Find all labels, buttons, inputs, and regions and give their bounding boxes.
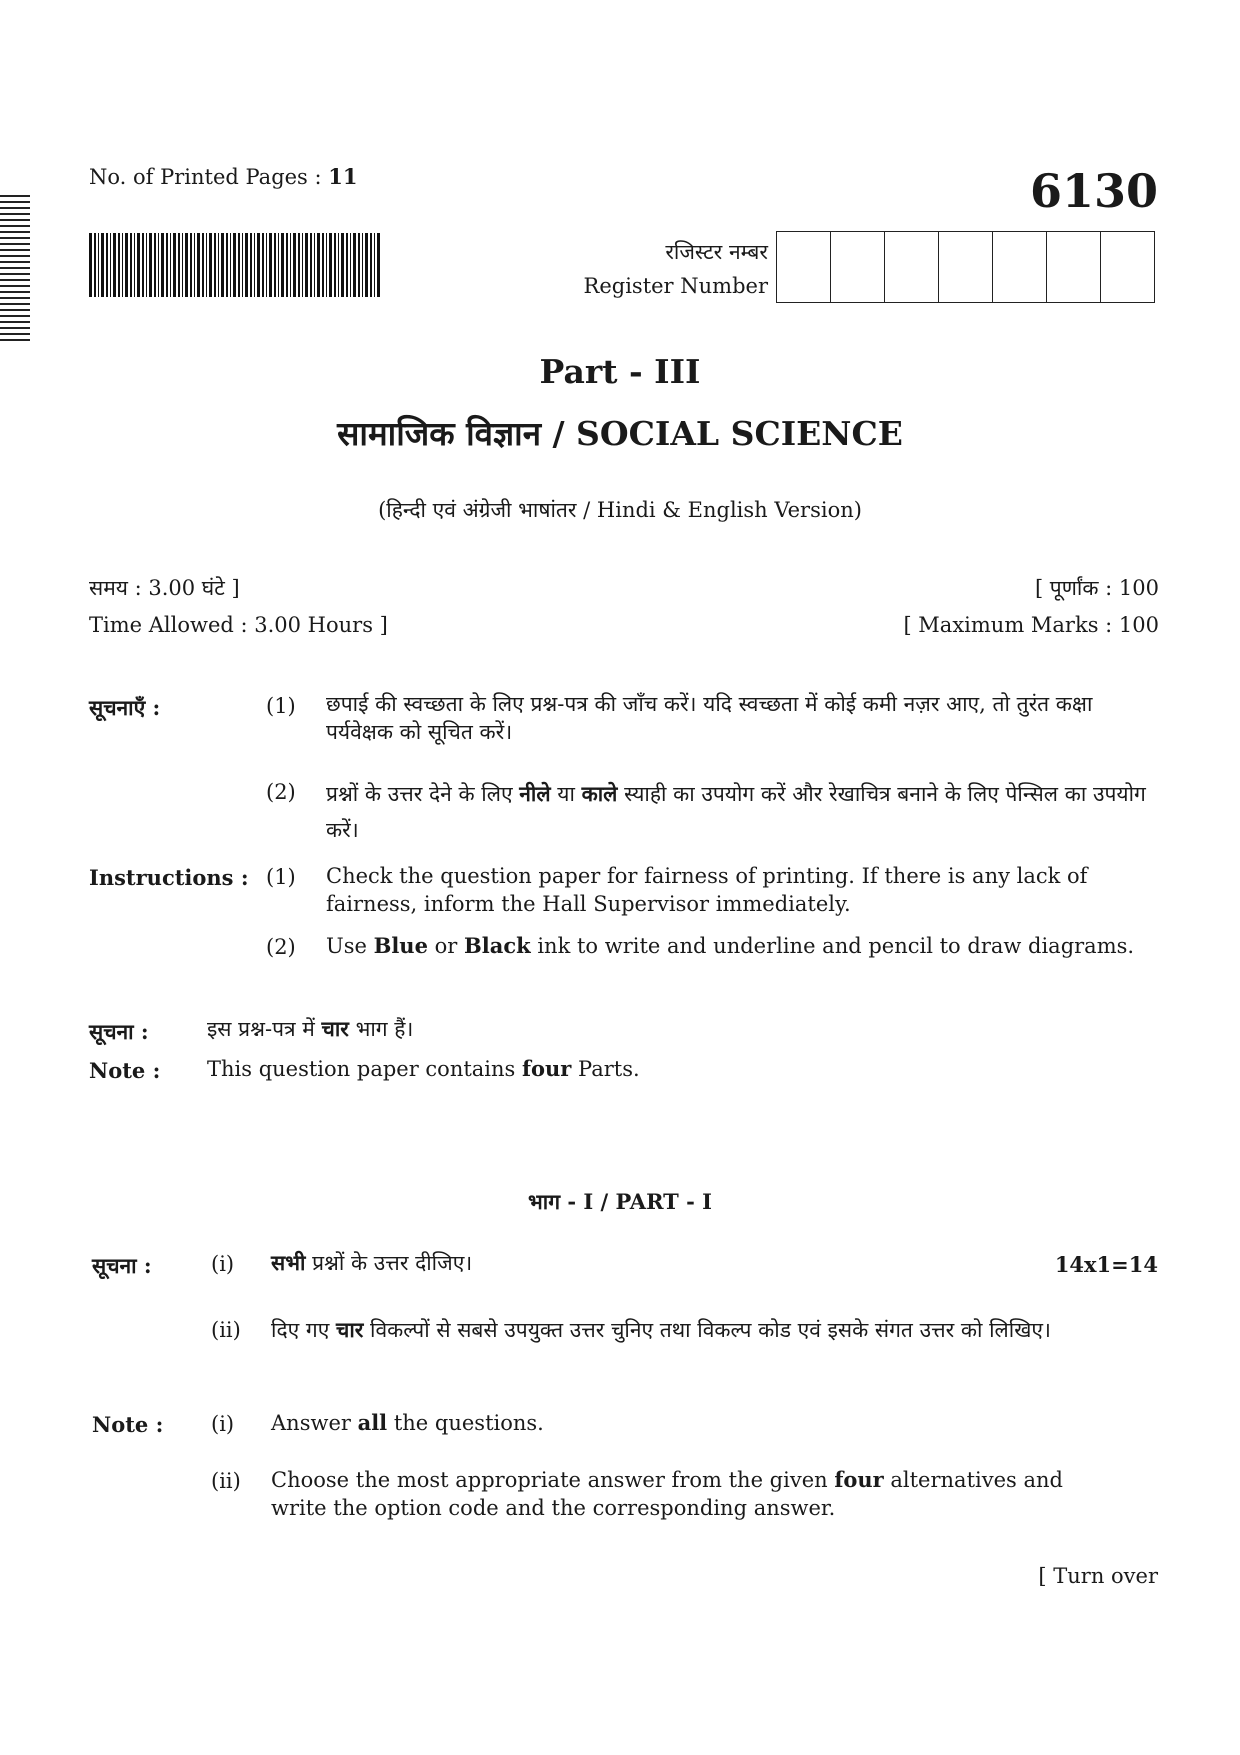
register-digit-box[interactable] [1047, 232, 1101, 302]
register-label-english: Register Number [583, 274, 768, 298]
register-digit-box[interactable] [993, 232, 1047, 302]
barcode-bar [334, 233, 336, 297]
barcode-bar [346, 233, 348, 297]
barcode [89, 233, 385, 297]
barcode-bar [89, 233, 92, 297]
instructions-label-hindi: सूचनाएँ : [89, 695, 161, 720]
part-1-number: (ii) [211, 1469, 241, 1493]
barcode-bar [290, 233, 291, 297]
barcode-bar [142, 233, 144, 297]
barcode-bar [118, 233, 120, 297]
barcode-bar [166, 233, 168, 297]
barcode-bar [106, 233, 108, 297]
barcode-bar [110, 233, 111, 297]
version-note: (हिन्दी एवं अंग्रेजी भाषांतर / Hindi & English Version) [378, 498, 862, 522]
barcode-bar [238, 233, 240, 297]
barcode-bar [278, 233, 279, 297]
part-1-label-english: Note : [92, 1412, 164, 1437]
barcode-bar [341, 233, 344, 297]
register-digit-box[interactable] [939, 232, 993, 302]
barcode-bar [122, 233, 123, 297]
part-1-marks: 14x1=14 [1054, 1252, 1158, 1277]
barcode-bar [254, 233, 255, 297]
part-1-hindi-2: दिए गए चार विकल्पों से सबसे उपयुक्त उत्तर चुनिए तथा विकल्प कोड एवं इसके संगत उत्तर को लिखिए। [271, 1317, 1051, 1342]
paper-code: 6130 [1029, 164, 1158, 218]
printed-pages [89, 164, 358, 189]
barcode-bar [338, 233, 339, 297]
barcode-bar [137, 233, 140, 297]
subject-title: सामाजिक विज्ञान / SOCIAL SCIENCE [337, 414, 903, 453]
barcode-bar [302, 233, 303, 297]
barcode-bar [178, 233, 180, 297]
barcode-bar [214, 233, 216, 297]
barcode-bar [173, 233, 176, 297]
barcode-bar [194, 233, 195, 297]
side-registration-marks [0, 195, 30, 345]
barcode-bar [305, 233, 308, 297]
barcode-bar [182, 233, 183, 297]
register-number-boxes [776, 231, 1155, 303]
turn-over-note: [ Turn over [1038, 1564, 1158, 1588]
marks-english: [ Maximum Marks : 100 [903, 613, 1159, 637]
barcode-bar [293, 233, 296, 297]
barcode-bar [317, 233, 320, 297]
part-1-number: (ii) [211, 1318, 241, 1342]
part-title: Part - III [539, 352, 701, 391]
instruction-hindi-1: छपाई की स्वच्छता के लिए प्रश्न-पत्र की जाँच करें। यदि स्वच्छता में कोई कमी नज़र आए, तो तुरंत कक्षा पर्यवेक्षक को सूचित करें। [326, 692, 1093, 744]
barcode-bar [101, 233, 104, 297]
instruction-number: (1) [266, 694, 296, 718]
barcode-bar [286, 233, 288, 297]
barcode-bar [233, 233, 236, 297]
barcode-bar [149, 233, 152, 297]
barcode-bar [154, 233, 156, 297]
barcode-bar [218, 233, 219, 297]
time-marks-hindi [89, 574, 1159, 602]
note-label-hindi: सूचना : [89, 1019, 149, 1044]
barcode-bar [161, 233, 164, 297]
barcode-bar [262, 233, 264, 297]
note-english: This question paper contains four Parts. [207, 1056, 640, 1081]
barcode-bar [266, 233, 267, 297]
part-1-english-2: Choose the most appropriate answer from the given four alternatives and write the option code and the corresponding answer. [271, 1467, 1063, 1520]
barcode-bar [250, 233, 252, 297]
register-digit-box[interactable] [1101, 232, 1154, 302]
barcode-bar [190, 233, 192, 297]
note-label-english: Note : [89, 1058, 161, 1083]
register-digit-box[interactable] [885, 232, 939, 302]
part-1-english-1: Answer all the questions. [271, 1410, 544, 1435]
barcode-bar [226, 233, 228, 297]
instruction-english-1: Check the question paper for fairness of printing. If there is any lack of fairness, inform the Hall Supervisor immediately. [326, 864, 1088, 916]
barcode-bar [322, 233, 324, 297]
instruction-number: (1) [266, 865, 296, 889]
barcode-bar [314, 233, 315, 297]
part-1-number: (i) [211, 1412, 235, 1436]
printed-pages-value: 11 [328, 164, 358, 189]
barcode-bar [374, 233, 375, 297]
instructions-label-english: Instructions : [89, 865, 249, 890]
barcode-bar [365, 233, 368, 297]
register-digit-box[interactable] [777, 232, 831, 302]
barcode-bar [206, 233, 207, 297]
part-1-heading: भाग - I / PART - I [528, 1189, 712, 1214]
barcode-bar [358, 233, 360, 297]
barcode-bar [377, 233, 380, 297]
barcode-bar [353, 233, 356, 297]
barcode-bar [269, 233, 272, 297]
note-hindi: इस प्रश्न-पत्र में चार भाग हैं। [207, 1016, 414, 1041]
barcode-bar [94, 233, 96, 297]
part-1-number: (i) [211, 1252, 235, 1276]
instruction-number: (2) [266, 780, 296, 804]
instruction-number: (2) [266, 935, 296, 959]
barcode-bar [298, 233, 300, 297]
barcode-bar [134, 233, 135, 297]
time-hindi: समय : 3.00 घंटे ] [89, 576, 240, 600]
barcode-bar [202, 233, 204, 297]
barcode-bar [310, 233, 312, 297]
barcode-bar [197, 233, 200, 297]
register-digit-box[interactable] [831, 232, 885, 302]
time-english: Time Allowed : 3.00 Hours ] [89, 613, 388, 637]
barcode-bar [245, 233, 248, 297]
barcode-bar [158, 233, 159, 297]
part-1-label-hindi: सूचना : [92, 1253, 152, 1278]
barcode-bar [326, 233, 327, 297]
barcode-bar [370, 233, 372, 297]
barcode-bar [209, 233, 212, 297]
barcode-bar [362, 233, 363, 297]
barcode-bar [281, 233, 284, 297]
part-1-hindi-1: सभी प्रश्नों के उत्तर दीजिए। [271, 1250, 473, 1275]
barcode-bar [329, 233, 332, 297]
barcode-bar [185, 233, 188, 297]
register-label-hindi: रजिस्टर नम्बर [665, 240, 768, 264]
printed-pages-label: No. of Printed Pages : [89, 165, 322, 189]
barcode-bar [274, 233, 276, 297]
barcode-bar [146, 233, 147, 297]
barcode-bar [125, 233, 128, 297]
barcode-bar [242, 233, 243, 297]
barcode-bar [221, 233, 224, 297]
time-marks-english [89, 613, 1159, 637]
instruction-english-2: Use Blue or Black ink to write and underline and pencil to draw diagrams. [326, 933, 1135, 958]
barcode-bar [98, 233, 99, 297]
barcode-bar [350, 233, 351, 297]
barcode-bar [130, 233, 132, 297]
register-number-label [540, 235, 768, 303]
instruction-hindi-2: प्रश्नों के उत्तर देने के लिए नीले या काले स्याही का उपयोग करें और रेखाचित्र बनाने के लिए पेन्सिल का उपयोग करें। [326, 781, 1146, 842]
barcode-bar [257, 233, 260, 297]
barcode-bar [113, 233, 116, 297]
marks-hindi: [ पूर्णांक : 100 [1034, 576, 1159, 600]
barcode-bar [230, 233, 231, 297]
barcode-bar [170, 233, 171, 297]
